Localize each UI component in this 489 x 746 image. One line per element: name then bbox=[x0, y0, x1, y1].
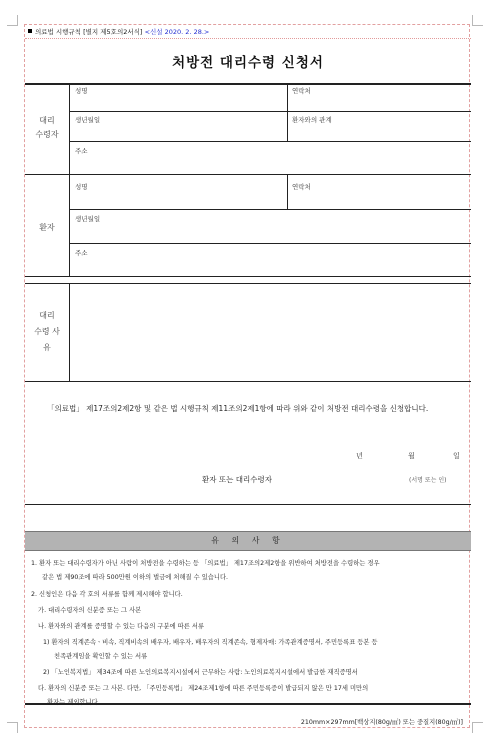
header-divider bbox=[25, 38, 471, 39]
signature-note[interactable]: (서명 또는 인) bbox=[409, 477, 447, 484]
signer-label: 환자 또는 대리수령자 bbox=[202, 475, 272, 484]
reason-label-line2: 수령 사 bbox=[34, 327, 60, 336]
reason-label-line3: 유 bbox=[43, 343, 51, 352]
bullet-square-icon bbox=[28, 29, 32, 33]
patient-address-field[interactable]: 주소 bbox=[75, 249, 88, 257]
patient-birth-field[interactable]: 생년월일 bbox=[75, 215, 101, 223]
reason-bottom-border bbox=[25, 381, 471, 382]
proxy-address-field[interactable]: 주소 bbox=[75, 147, 88, 155]
proxy-row-divider-2 bbox=[69, 141, 471, 142]
proxy-relation-field[interactable]: 환자와의 관계 bbox=[292, 116, 332, 124]
form-header bbox=[25, 25, 471, 39]
form-reference: [별지 제5호의2서식] bbox=[83, 28, 143, 36]
notice-item: 같은 법 제90조에 따라 500만원 이하의 벌금에 처해질 수 있습니다. bbox=[42, 574, 229, 581]
date-month-label: 월 bbox=[408, 452, 415, 460]
table-top-border bbox=[25, 83, 471, 85]
crop-mark-top-left bbox=[7, 15, 18, 26]
patient-row-divider-1 bbox=[69, 209, 471, 210]
reason-label-line1: 대리 bbox=[39, 311, 55, 320]
proxy-label-divider bbox=[69, 83, 70, 174]
notice-item: 환자는 제외합니다. bbox=[47, 699, 100, 706]
proxy-name-field[interactable]: 성명 bbox=[75, 87, 88, 95]
pledge-bottom-border bbox=[25, 504, 471, 505]
reason-section-label bbox=[25, 308, 69, 356]
notice-item: 가. 대리수령자의 신분증 또는 그 사본 bbox=[38, 607, 142, 614]
patient-section-label: 환자 bbox=[39, 223, 55, 232]
date-day-label: 일 bbox=[453, 452, 460, 460]
patient-name-field[interactable]: 성명 bbox=[75, 183, 88, 191]
patient-contact-field[interactable]: 연락처 bbox=[292, 183, 311, 191]
notice-item: 나. 환자와의 관계를 증명할 수 있는 다음의 구분에 따른 서류 bbox=[38, 623, 205, 630]
patient-label-divider bbox=[69, 174, 70, 276]
proxy-birth-field[interactable]: 생년월일 bbox=[75, 116, 101, 124]
date-year-label: 년 bbox=[356, 452, 363, 460]
proxy-column-divider bbox=[287, 83, 288, 141]
crop-mark-bottom-right bbox=[472, 722, 483, 733]
law-name: 의료법 시행규칙 bbox=[35, 28, 82, 36]
form-page bbox=[24, 24, 470, 728]
crop-mark-top-right bbox=[472, 15, 483, 26]
proxy-label-line2: 수령자 bbox=[35, 130, 59, 139]
notice-heading: 유 의 사 항 bbox=[25, 531, 471, 551]
notice-item: 다. 환자의 신분증 또는 그 사본. 다만, 「주민등록법」 제24조제1항에 따른 주민등록증이 발급되지 않은 만 17세 미만의 bbox=[38, 685, 369, 692]
proxy-contact-field[interactable]: 연락처 bbox=[292, 87, 311, 95]
notice-item: 1) 환자의 직계존속ㆍ비속, 직계비속의 배우자, 배우자, 배우자의 직계존속, 형제자매: 가족관계증명서, 주민등록표 등본 등 bbox=[43, 639, 378, 646]
crop-mark-bottom-left bbox=[7, 722, 18, 733]
section-divider-proxy bbox=[25, 174, 471, 175]
notice-item: 2. 신청인은 다음 각 호의 서류를 함께 제시해야 합니다. bbox=[31, 591, 183, 598]
patient-row-divider-2 bbox=[69, 243, 471, 244]
form-title: 처방전 대리수령 신청서 bbox=[172, 55, 324, 71]
proxy-row-divider-1 bbox=[69, 111, 471, 112]
proxy-section-label bbox=[25, 114, 69, 142]
paper-spec-footer: 210mm×297mm[백상지(80g/㎡) 또는 중질지(80g/㎡)] bbox=[300, 719, 463, 726]
amendment-date: <신설 2020. 2. 28.> bbox=[144, 28, 210, 36]
notice-item: 1. 환자 또는 대리수령자가 아닌 사람이 처방전을 수령하는 등 「의료법」 제17조의2제2항을 위반하여 처방전을 수령하는 경우 bbox=[31, 560, 380, 567]
notice-item: 2) 「노인복지법」 제34조에 따른 노인의료복지시설에서 근무하는 사람: 노인의료복지시설에서 발급한 재직증명서 bbox=[43, 669, 358, 676]
pledge-statement: 「의료법」 제17조의2제2항 및 같은 법 시행규칙 제11조의2제1항에 따라 위와 같이 처방전 대리수령을 신청합니다. bbox=[47, 404, 429, 413]
proxy-label-line1: 대리 bbox=[39, 116, 55, 125]
patient-column-divider bbox=[287, 174, 288, 209]
notice-item: 친족관계임을 확인할 수 있는 서류 bbox=[54, 653, 148, 660]
section-divider-patient bbox=[25, 276, 471, 277]
reason-input-area[interactable] bbox=[70, 284, 470, 380]
